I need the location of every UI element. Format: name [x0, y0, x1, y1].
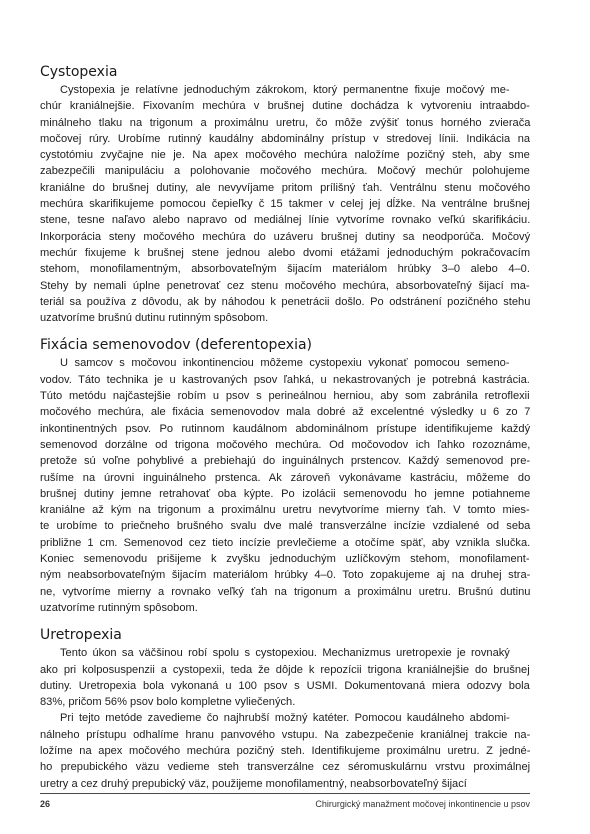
text-line: inkontinentných psov. Po rutinnom kaudálnom abdominálnom prístupe identifikujeme každý: [40, 422, 531, 435]
text-line: stehom, monofilamentným, absorbovateľným šijacím materiálom hrúbky 3–0 alebo 4–0.: [40, 263, 530, 276]
text-line: Pri tejto metóde zavedieme čo najhrubší možný katéter. Pomocou kaudálneho abdomi-: [60, 712, 510, 725]
text-line: brušnej dutiny jemne retrahovať oba kýpte. Po izolácii semenovodu ho jemne potiahneme: [40, 487, 531, 500]
text-line: pretože sú voľne pohyblivé a prebiehajú do inguinálnych prstencov. Každý semenovod pre-: [40, 455, 531, 468]
text-line: U samcov s močovou inkontinenciou môžeme cystopexiu vykonať pomocou semeno-: [60, 357, 510, 370]
text-line: uzatvoríme rutinným spôsobom.: [40, 601, 198, 614]
text-line: semenovod dorzálne od trigona močového mechúra. Od močovodov ich ľahko rozoznáme,: [40, 438, 531, 451]
text-line: te urobíme to priečneho brušného svalu dve malé transverzálne incízie vzdialené od seba: [40, 520, 531, 533]
page-footer: [40, 793, 530, 809]
text-line: Tento úkon sa väčšinou robí spolu s cystopexiou. Mechanizmus uretropexie je rovnaký: [60, 647, 510, 660]
text-line: zabezpečili manipuláciu a polohovanie močového mechúra. Močový mechúr polohujeme: [40, 165, 530, 178]
text-line: Stehy by nemali úplne penetrovať cez stenu močového mechúra, absorbovateľný šijací ma-: [40, 279, 530, 292]
text-line: 83%, pričom 56% psov bolo kompletne vyliečených.: [40, 696, 296, 709]
text-line: ložíme na apex močového mechúra pozičný steh. Identifikujeme proximálnu uretru. Z jedné-: [40, 744, 531, 757]
text-line: močového mechúra, ale fixácia semenovodov mala dobré až excelentné výsledky u 6 zo 7: [40, 406, 531, 419]
text-line: cystotómiu zvyčajne nie je. Na apex močového mechúra naložíme pozičný steh, aby sme: [40, 149, 530, 162]
running-title: Chirurgický manažment močovej inkontinencie u psov: [315, 799, 530, 809]
section: [40, 626, 530, 792]
text-line: Túto metódu najčastejšie robím u psov s perineálnou herniou, aby som zabránila retroflexii: [40, 390, 530, 403]
section-heading: Cystopexia: [40, 64, 118, 80]
text-line: minálneho tlaku na trigonum a proximálnu uretru, čo môže zvýšiť tonus horného zvierača: [40, 116, 531, 129]
text-line: ne, vytvoríme mierny a rovnako veľký ťah na trigonum a proximálnu uretru. Brušnú dutinu: [40, 585, 531, 598]
paragraph: [40, 710, 530, 791]
text-line: uretry a cez druhý prepubický väz, použijeme monofilamentný, neabsorbovateľný šijací: [40, 777, 467, 790]
section-heading: Uretropexia: [40, 627, 122, 644]
text-line: nálneho prístupu odhalíme hranu panvového vstupu. Na zabezpečenie kraniálnej trakcie na-: [40, 728, 531, 741]
section: [40, 63, 530, 326]
text-line: stene, tesne naľavo alebo napravo od mediálnej línie vytvoríme rovnako veľkú skarifikáciu.: [40, 214, 531, 227]
section-heading: Fixácia semenovodov (deferentopexia): [40, 337, 313, 354]
text-line: kraniálne až kým na trigonum a proximálnu uretru nevytvoríme mierny ťah. V tomto mies-: [40, 504, 530, 517]
text-line: mechúra skarifikujeme pomocou čepieľky č 15 takmer v celej jej dĺžke. Na ventrálne brušnej: [40, 198, 530, 211]
text-line: Koniec semenovodu prišijeme k zvyšku jednoduchým uzlíčkovým stehom, monofilament-: [40, 553, 530, 566]
text-line: kraniálne do brušnej dutiny, ale nevyvíjame pritom prílišný ťah. Ventrálnu stenu močového: [40, 181, 531, 194]
paragraph: [40, 645, 530, 710]
text-line: Inkorporácia steny močového mechúra do uzáveru brušnej dutiny sa neodporúča. Močový: [40, 230, 531, 243]
section: [40, 336, 530, 616]
text-line: uzatvoríme brušnú dutinu rutinným spôsobom.: [40, 312, 269, 325]
paragraph: [40, 355, 530, 616]
text-line: Cystopexia je relatívne jednoduchým zákrokom, ktorý permanentne fixuje močový me-: [60, 84, 510, 96]
text-line: ným neabsorbovateľným šijacím materiálom hrúbky 4–0. Toto zopakujeme aj na druhej stra-: [40, 569, 531, 582]
text-line: chúr kraniálnejšie. Fixovaním mechúra v brušnej dutine dochádza k vytvoreniu intraabdo-: [40, 100, 530, 113]
text-line: mechúr fixujeme k brušnej stene jednou alebo dvomi etážami jednoduchým pokračovacím: [40, 246, 531, 259]
text-line: močovej rúry. Urobíme rutinný kaudálny abdominálny prístup v stredovej línii. Indikácia na: [40, 132, 531, 145]
page-number: 26: [40, 799, 51, 809]
text-line: vodov. Táto technika je u kastrovaných psov ľahká, u nekastrovaných je potrebná kastrácia.: [40, 373, 530, 386]
text-line: približne 1 cm. Semenovod cez tieto incízie prevlečieme a otočíme späť, aby vznikla slučka.: [40, 536, 531, 549]
text-line: ho prepubického väzu vedieme steh transverzálne cez séromuskulárnu vrstvu proximálnej: [40, 761, 531, 774]
text-line: dutiny. Uretropexia bola vykonaná u 100 psov s USMI. Dokumentovaná miera odozvy bola: [40, 679, 530, 692]
text-line: ako pri kolposuspenzii a cystopexii, teda že dôjde k repozícii trigona kraniálnejšie do brušnej: [40, 663, 530, 676]
paragraph: [40, 82, 530, 326]
text-line: teriál sa používa z dôvodu, ak by náhodou k penetrácii došlo. Po odstránení pozičného stehu: [40, 295, 531, 308]
text-line: rušíme na úrovni inguinálneho prstenca. Ak zároveň vykonávame kastráciu, môžeme do: [40, 471, 531, 484]
page-body: [40, 63, 530, 802]
